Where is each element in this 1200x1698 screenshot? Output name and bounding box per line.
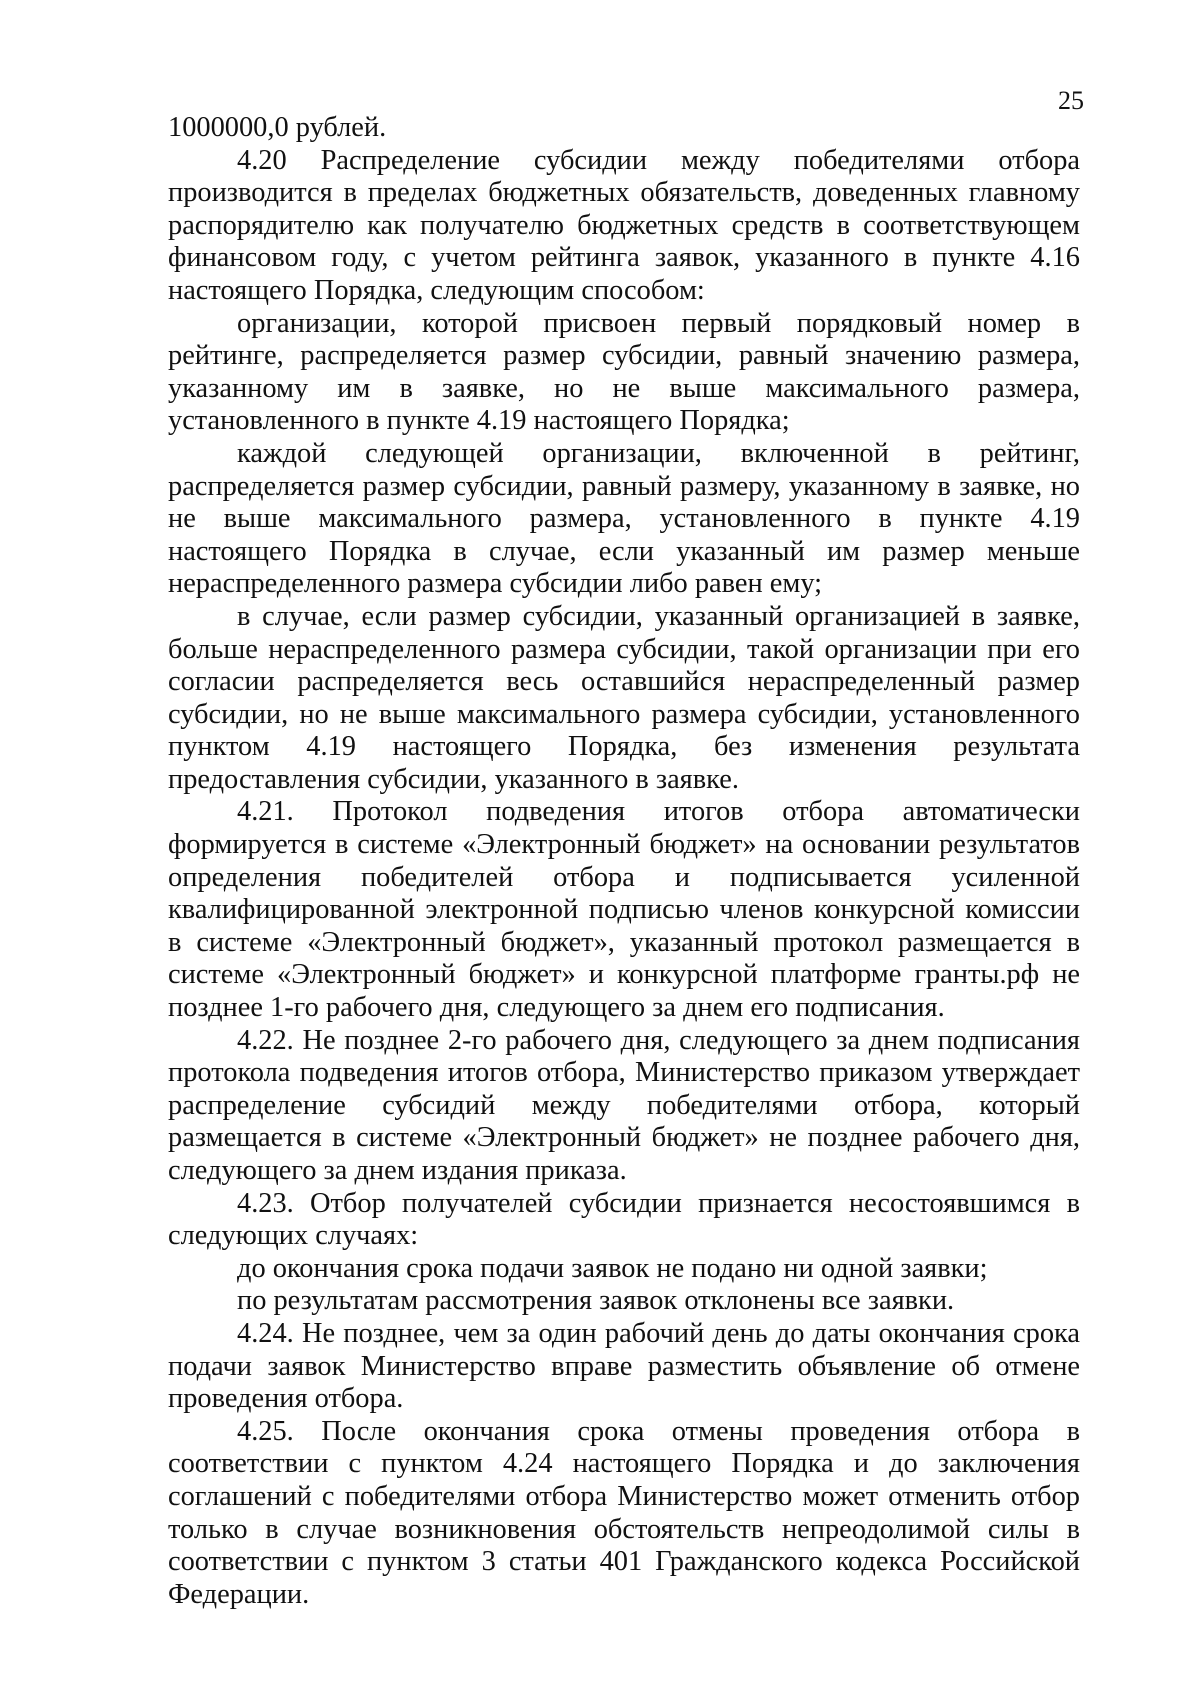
paragraph-4-21: 4.21. Протокол подведения итогов отбора автоматически формируется в системе «Электронный бюджет» на основании результатов определения победителей отбора и подписывается усиленной квалифицированной электронной подписью членов конкурсной комиссии в системе «Электронный бюджет», указанный протокол размещается в системе «Электронный бюджет» и конкурсной платформе гранты.рф не позднее 1-го рабочего дня, следующего за днем его подписания. bbox=[168, 796, 1080, 1024]
paragraph-next-organization: каждой следующей организации, включенной в рейтинг, распределяется размер субсидии, равный размеру, указанному в заявке, но не выше максимального размера, установленного в пункте 4.19 настоящего Порядка в случае, если указанный им размер меньше нераспределенного размера субсидии либо равен ему; bbox=[168, 437, 1080, 600]
paragraph-4-20: 4.20 Распределение субсидии между победителями отбора производится в пределах бюджетных обязательств, доведенных главному распорядителю как получателю бюджетных средств в соответствующем финансовом году, с учетом рейтинга заявок, указанного в пункте 4.16 настоящего Порядка, следующим способом: bbox=[168, 144, 1080, 306]
paragraph-amount-continuation: 1000000,0 рублей. bbox=[168, 112, 387, 143]
paragraph-no-applications: до окончания срока подачи заявок не подано ни одной заявки; bbox=[237, 1252, 988, 1284]
paragraph-4-25: 4.25. После окончания срока отмены проведения отбора в соответствии с пунктом 4.24 настоящего Порядка и до заключения соглашений с победителями отбора Министерство может отменить отбор только в случае возникновения обстоятельств непреодолимой силы в соответствии с пунктом 3 статьи 401 Гражданского кодекса Российской Федерации. bbox=[168, 1415, 1080, 1610]
paragraph-exceeding-amount: в случае, если размер субсидии, указанный организацией в заявке, больше нераспределенного размера субсидии, такой организации при его согласии распределяется весь оставшийся нераспределенный размер субсидии, но не выше максимального размера субсидии, установленного пунктом 4.19 настоящего Порядка, без изменения результата предоставления субсидии, указанного в заявке. bbox=[168, 600, 1080, 795]
document-body bbox=[168, 112, 1080, 1611]
paragraph-4-22: 4.22. Не позднее 2-го рабочего дня, следующего за днем подписания протокола подведения итогов отбора, Министерство приказом утверждает распределение субсидий между победителями отбора, который размещается в системе «Электронный бюджет» не позднее рабочего дня, следующего за днем издания приказа. bbox=[168, 1024, 1080, 1186]
paragraph-first-organization: организации, которой присвоен первый порядковый номер в рейтинге, распределяется размер субсидии, равный значению размера, указанному им в заявке, но не выше максимального размера, установленного в пункте 4.19 настоящего Порядка; bbox=[168, 307, 1080, 437]
page-number: 25 bbox=[1058, 86, 1084, 115]
paragraph-4-23: 4.23. Отбор получателей субсидии признается несостоявшимся в следующих случаях: bbox=[168, 1187, 1080, 1252]
paragraph-all-rejected: по результатам рассмотрения заявок отклонены все заявки. bbox=[237, 1285, 955, 1317]
paragraph-4-24: 4.24. Не позднее, чем за один рабочий день до даты окончания срока подачи заявок Министерство вправе разместить объявление об отмене проведения отбора. bbox=[168, 1317, 1080, 1415]
